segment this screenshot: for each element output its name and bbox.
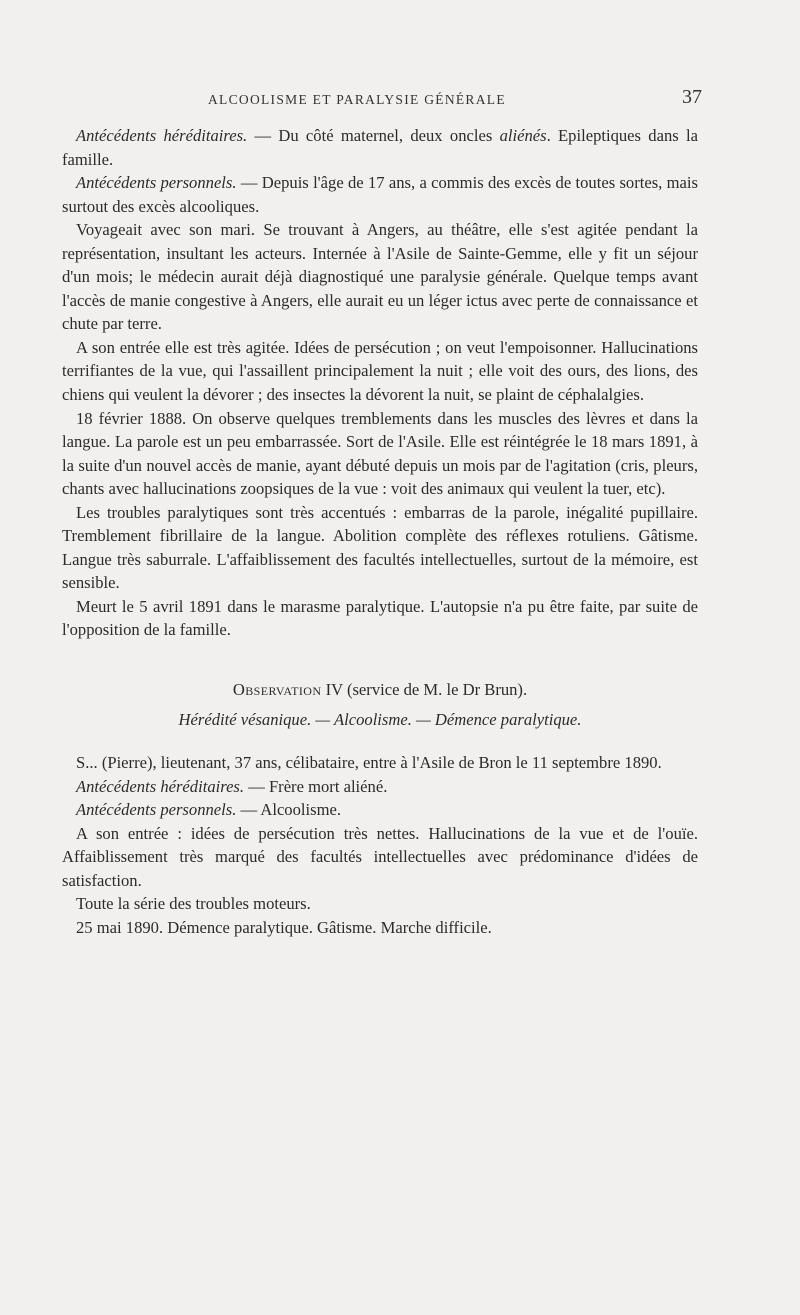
paragraph: 25 mai 1890. Démence paralytique. Gâtisme. Marche difficile. bbox=[76, 917, 492, 937]
section-label: Antécédents personnels. bbox=[76, 800, 237, 820]
running-title: ALCOOLISME ET PARALYSIE GÉNÉRALE bbox=[208, 92, 506, 107]
observation-heading: Observation IV (service de M. le Dr Brun). bbox=[232, 680, 528, 700]
section-label: Antécédents héréditaires. bbox=[76, 126, 248, 145]
paragraph: Voyageait avec son mari. Se trouvant à Angers, au théâtre, elle s'est agitée pendant la représentation, insultant les acteurs. Internée à l'Asile de Sainte-Gemme, elle y fit un séjour d'un mois; le médecin aurait déjà diagnostiqué une paralysie générale. Quelque temps avant l'accès de manie congestive à Angers, elle aurait eu un léger ictus avec perte de connaissance et chute par terre. bbox=[62, 220, 698, 334]
paragraph-personal-antecedents: Antécédents personnels. — Alcoolisme. bbox=[76, 800, 342, 820]
section-label: Antécédents héréditaires. bbox=[76, 776, 245, 796]
paragraph: Meurt le 5 avril 1891 dans le marasme paralytique. L'autopsie n'a pu être faite, par suite de l'opposition de la famille. bbox=[62, 596, 698, 640]
paragraph: S... (Pierre), lieutenant, 37 ans, célibataire, entre à l'Asile de Bron le 11 septembre 1890. bbox=[76, 753, 662, 773]
paragraph-personal-antecedents: Antécédents personnels. — Depuis l'âge de 17 ans, a commis des excès de toutes sortes, mais surtout des excès alcooliques. bbox=[62, 173, 698, 216]
body-text bbox=[62, 124, 698, 940]
paragraph: A son entrée : idées de persécution très nettes. Hallucinations de la vue et de l'ouïe. Affaiblissement très marqué des facultés intellectuelles avec prédominance d'idées de satisfaction. bbox=[62, 823, 698, 890]
paragraph-hereditary-antecedents: Antécédents héréditaires. — Frère mort aliéné. bbox=[76, 776, 388, 796]
paragraph-hereditary-antecedents: Antécédents héréditaires. — Du côté maternel, deux oncles aliénés. Epileptiques dans la famille. bbox=[62, 126, 698, 169]
page-number: 37 bbox=[682, 86, 702, 108]
paragraph: A son entrée elle est très agitée. Idées de persécution ; on veut l'empoisonner. Hallucinations terrifiantes de la vue, qui l'assaillent principalement la nuit ; elle voit des ours, des lions, des chiens qui veulent la dévorer ; des insectes la dévorent la nuit, se plaint de céphalalgies. bbox=[62, 337, 698, 405]
paragraph: 18 février 1888. On observe quelques tremblements dans les muscles des lèvres et dans la langue. La parole est un peu embarrassée. Sort de l'Asile. Elle est réintégrée le 18 mars 1891, à la suite d'un nouvel accès de manie, ayant débuté depuis un mois par de l'agitation (cris, pleurs, chants avec hallucinations zoopsiques de la vue : voit des animaux qui veulent la tuer, etc). bbox=[62, 408, 698, 499]
paragraph: Les troubles paralytiques sont très accentués : embarras de la parole, inégalité pupillaire. Tremblement fibrillaire de la langue. Abolition complète des réflexes rotuliens. Gâtisme. Langue très saburrale. L'affaiblissement des facultés intellectuelles, surtout de la mémoire, est sensible. bbox=[62, 502, 698, 593]
page-header bbox=[62, 86, 702, 116]
paragraph: Toute la série des troubles moteurs. bbox=[76, 894, 311, 914]
observation-subtitle: Hérédité vésanique. — Alcoolisme. — Démence paralytique. bbox=[178, 709, 582, 729]
section-label: Antécédents personnels. bbox=[76, 173, 237, 193]
